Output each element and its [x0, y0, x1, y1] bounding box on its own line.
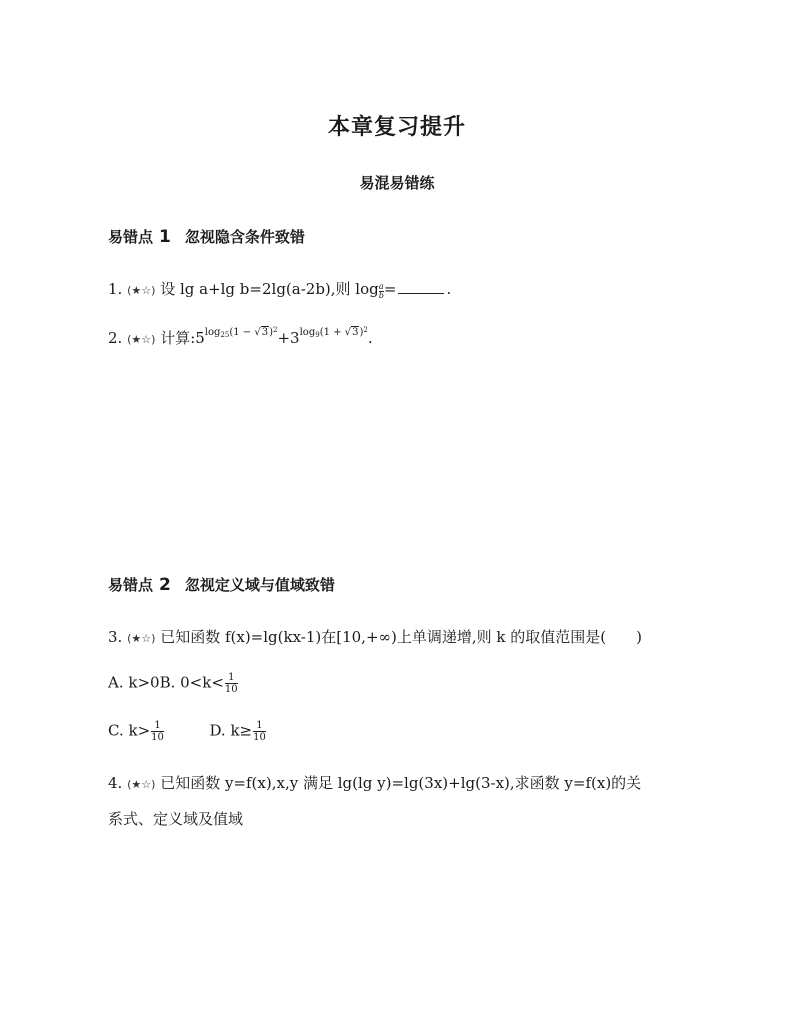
difficulty-stars: (★☆) — [127, 333, 156, 346]
option-d[interactable]: D. k≥ — [209, 721, 253, 740]
question-number: 4. — [108, 774, 123, 792]
exponent-1: log25(1 − √3)2 — [204, 326, 278, 339]
option-b[interactable]: B. 0<k< — [159, 673, 224, 692]
section-number: 2 — [159, 575, 171, 595]
question-text: 计算:5 — [160, 329, 205, 347]
option-a[interactable]: A. k>0 — [108, 673, 160, 692]
question-4-continued: 系式、定义域及值域 — [108, 810, 244, 828]
difficulty-stars: (★☆) — [127, 632, 156, 645]
section-2-header — [108, 574, 335, 595]
answer-blank[interactable] — [398, 292, 444, 294]
question-text: 已知函数 f(x)=lg(kx-1)在[10,+∞)上单调递增,则 k 的取值范围是( ) — [160, 628, 642, 646]
difficulty-stars: (★☆) — [127, 284, 156, 297]
fraction-1-10: $\frac{1}{10}$ — [151, 720, 164, 743]
page-title: 本章复习提升 — [327, 114, 466, 140]
log-base-fraction: $\frac{a}{b}$ — [378, 282, 384, 300]
question-text: 设 lg a+lg b=2lg(a-2b),则 log — [160, 280, 379, 298]
question-number: 1. — [108, 280, 123, 298]
section-heading: 忽视定义域与值域致错 — [184, 576, 335, 594]
options-cd — [108, 720, 266, 743]
options-ab — [108, 672, 238, 695]
exponent-2: log9(1 + √3)2 — [299, 326, 368, 339]
question-text: 已知函数 y=f(x),x,y 满足 lg(lg y)=lg(3x)+lg(3-x),求函数 y=f(x)的关 — [160, 774, 642, 792]
difficulty-stars: (★☆) — [127, 778, 156, 791]
option-c[interactable]: C. k> — [108, 721, 151, 740]
section-heading: 忽视隐含条件致错 — [184, 228, 305, 246]
question-2: 2. (★☆) 计算$:5^{log_{25}(1 - √3)^2}+3^{log_9(1 + √3)^2}$. — [108, 326, 373, 347]
question-1: 1. (★☆) 设 lg a+lg b=2lg(a-2b),则 log $\frac{a}{b}$ = . — [108, 280, 452, 300]
question-4 — [108, 772, 641, 793]
fraction-1-10: $\frac{1}{10}$ — [253, 720, 266, 743]
section-label: 易错点 — [108, 576, 154, 594]
question-number: 2. — [108, 329, 123, 347]
section-number: 1 — [159, 227, 171, 247]
section-1-header — [108, 226, 305, 247]
question-3 — [108, 626, 642, 647]
fraction-1-10: $\frac{1}{10}$ — [224, 672, 238, 695]
section-label: 易错点 — [108, 228, 154, 246]
page-subtitle: 易混易错练 — [359, 174, 435, 192]
question-number: 3. — [108, 628, 123, 646]
